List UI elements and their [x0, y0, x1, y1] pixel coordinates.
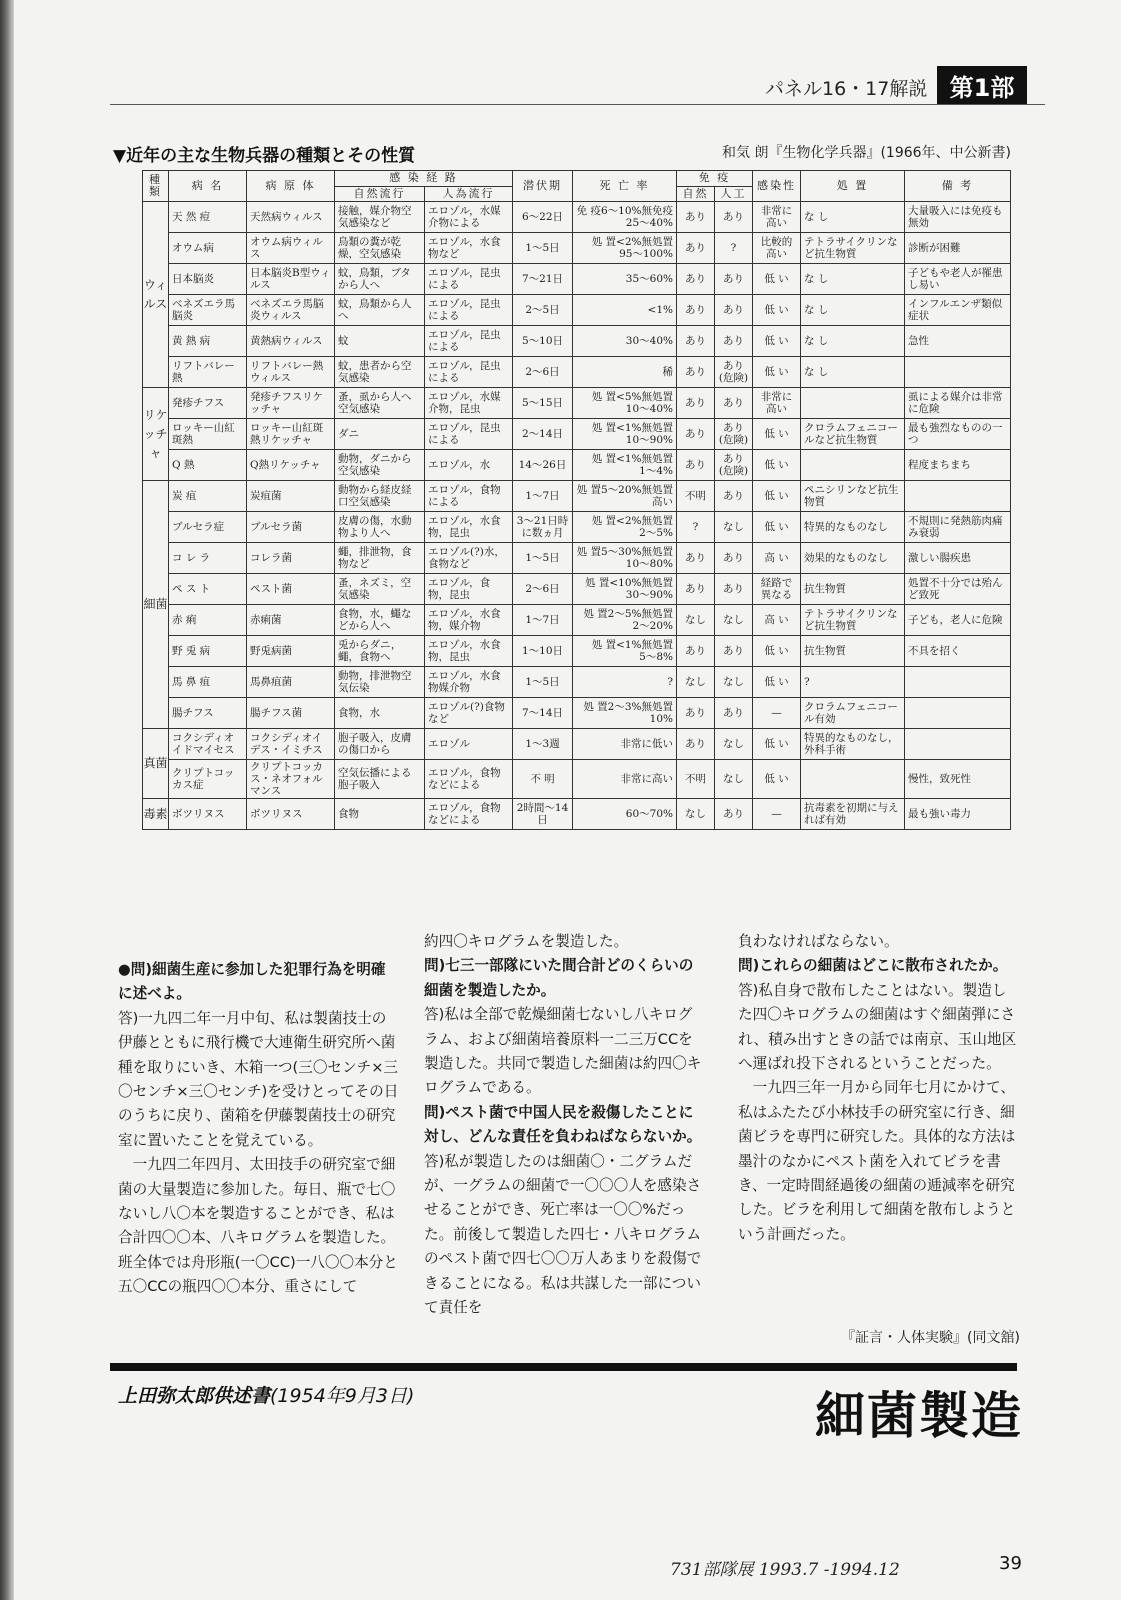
cell-treat	[801, 450, 905, 481]
cell-remark: 診断が困難	[905, 233, 1011, 264]
cell-remark: 最も強烈なものの一つ	[905, 419, 1011, 450]
cell-disease: ペ ス ト	[169, 574, 247, 605]
answer-paragraph: 約四〇キログラムを製造した。	[424, 933, 629, 950]
cell-imm_art: あり(危険)	[715, 450, 753, 481]
cell-artificial: エロゾル，水食物，媒介物	[425, 605, 513, 636]
article-column-3	[738, 930, 1020, 1247]
cell-mortality: <1%	[573, 295, 677, 326]
cell-infect: 非常に高い	[753, 388, 801, 419]
deposition-date: (1954年9月3日)	[270, 1385, 415, 1407]
cell-artificial: エロゾル	[425, 729, 513, 760]
cell-remark: 虱による媒介は非常に危険	[905, 388, 1011, 419]
cell-remark: 程度まちまち	[905, 450, 1011, 481]
cell-disease: ボツリヌス	[169, 799, 247, 830]
cell-pathogen: 野兎病菌	[247, 636, 335, 667]
bioweapon-table-container	[142, 170, 1010, 830]
cell-incubation: 2〜14日	[513, 419, 573, 450]
cell-imm_art: あり	[715, 574, 753, 605]
cell-pathogen: ペスト菌	[247, 574, 335, 605]
cell-natural: 蚤，虱から人へ空気感染	[335, 388, 425, 419]
cell-natural: 動物，ダニから空気感染	[335, 450, 425, 481]
part-badge: 第1部	[937, 66, 1027, 104]
cell-infect: 経路で異なる	[753, 574, 801, 605]
table-row	[143, 295, 1011, 326]
cell-remark: 不規則に発熱筋肉痛み衰弱	[905, 512, 1011, 543]
cell-imm_nat: あり	[677, 202, 715, 233]
cell-artificial: エロゾル，昆虫による	[425, 357, 513, 388]
exhibit-footer: 731部隊展 1993.7 -1994.12	[670, 1560, 900, 1580]
table-row	[143, 605, 1011, 636]
cell-imm_art: あり	[715, 799, 753, 830]
cell-imm_nat: 不明	[677, 760, 715, 799]
cell-pathogen: 黄熱病ウィルス	[247, 326, 335, 357]
cell-imm_nat: あり	[677, 419, 715, 450]
question-paragraph: ●問)細菌生産に参加した犯罪行為を明確に述べよ。	[118, 961, 386, 1003]
header-incubation: 潜伏期	[513, 171, 573, 202]
cell-natural: 蚊，患者から空気感染	[335, 357, 425, 388]
cell-mortality: 35〜60%	[573, 264, 677, 295]
cell-natural: 皮膚の傷，水動物より人へ	[335, 512, 425, 543]
table-row	[143, 636, 1011, 667]
header-disease: 病 名	[169, 171, 247, 202]
cell-imm_art: あり	[715, 202, 753, 233]
table-header-row	[143, 171, 1011, 187]
cell-infect: 低 い	[753, 512, 801, 543]
cell-pathogen: 日本脳炎B型ウィルス	[247, 264, 335, 295]
cell-imm_art: あり	[715, 326, 753, 357]
category-toxin: 毒素	[143, 799, 169, 830]
table-title: ▼近年の主な生物兵器の種類とその性質	[113, 146, 416, 166]
cell-artificial: エロゾル，食物による	[425, 481, 513, 512]
cell-mortality: 処 置5〜30%無処置10〜80%	[573, 543, 677, 574]
cell-natural: 食物，水，蠅などから人へ	[335, 605, 425, 636]
cell-mortality: 処 置<2%無処置2〜5%	[573, 512, 677, 543]
cell-incubation: 1〜5日	[513, 543, 573, 574]
cell-imm_art: ?	[715, 233, 753, 264]
cell-mortality: 30〜40%	[573, 326, 677, 357]
cell-infect: 低 い	[753, 729, 801, 760]
cell-imm_art: なし	[715, 760, 753, 799]
cell-infect: 低 い	[753, 636, 801, 667]
cell-treat: な し	[801, 326, 905, 357]
cell-remark: 最も強い毒力	[905, 799, 1011, 830]
cell-mortality: 処 置<1%無処置1〜4%	[573, 450, 677, 481]
cell-disease: コ レ ラ	[169, 543, 247, 574]
question-paragraph: 問)これらの細菌はどこに散布されたか。	[738, 957, 1008, 975]
cell-imm_art: あり	[715, 636, 753, 667]
cell-remark: 急性	[905, 326, 1011, 357]
cell-disease: ベネズエラ馬脳炎	[169, 295, 247, 326]
cell-disease: 発疹チフス	[169, 388, 247, 419]
cell-mortality: 処 置<10%無処置30〜90%	[573, 574, 677, 605]
cell-incubation: 2時間〜14日	[513, 799, 573, 830]
cell-disease: ブルセラ症	[169, 512, 247, 543]
cell-disease: リフトバレー熱	[169, 357, 247, 388]
cell-incubation: 1〜10日	[513, 636, 573, 667]
cell-incubation: 7〜21日	[513, 264, 573, 295]
answer-paragraph: 一九四二年四月、太田技手の研究室で細菌の大量製造に参加した。毎日、瓶で七〇ないし八〇本を製造することができ、私は合計四〇〇本、八キログラムを製造した。班全体では舟形瓶(一〇CC)一八〇〇本分と五〇CCの瓶四〇〇本分、重さにして	[118, 1156, 398, 1296]
table-row	[143, 799, 1011, 830]
cell-artificial: エロゾル，昆虫による	[425, 326, 513, 357]
cell-artificial: エロゾル，水食物媒介物	[425, 667, 513, 698]
cell-infect: 低 い	[753, 264, 801, 295]
cell-imm_nat: あり	[677, 636, 715, 667]
cell-pathogen: クリプトコッカス・ネオフォルマンス	[247, 760, 335, 799]
cell-infect: 非常に高い	[753, 202, 801, 233]
cell-incubation: 14〜26日	[513, 450, 573, 481]
header-treatment: 処 置	[801, 171, 905, 202]
answer-paragraph: 一九四三年一月から同年七月にかけて、私はふたたび小林技手の研究室に行き、細菌ビラを専門に研究した。具体的な方法は墨汁のなかにペスト菌を入れてビラを書き、一定時間経過後の細菌の逓減率を研究した。ビラを利用して細菌を散布しようという計画だった。	[738, 1079, 1016, 1243]
header-infectivity: 感染性	[753, 171, 801, 202]
cell-incubation: 5〜10日	[513, 326, 573, 357]
cell-incubation: 2〜6日	[513, 357, 573, 388]
category-rickettsia: リケッチャ	[143, 388, 169, 481]
cell-infect: 低 い	[753, 450, 801, 481]
cell-imm_nat: あり	[677, 543, 715, 574]
cell-natural: 鳥類の糞が乾燥，空気感染	[335, 233, 425, 264]
cell-pathogen: Q熱リケッチャ	[247, 450, 335, 481]
header-remarks: 備 考	[905, 171, 1011, 202]
page-number: 39	[999, 1553, 1022, 1574]
table-row	[143, 450, 1011, 481]
cell-incubation: 3〜21日時に数ヵ月	[513, 512, 573, 543]
cell-mortality: ?	[573, 667, 677, 698]
header-immunity: 免 疫	[677, 171, 753, 187]
cell-treat: な し	[801, 264, 905, 295]
cell-natural: 胞子吸入，皮膚の傷口から	[335, 729, 425, 760]
header-pathogen: 病 原 体	[247, 171, 335, 202]
cell-imm_art: あり	[715, 388, 753, 419]
cell-remark: 子どもや老人が罹患し易い	[905, 264, 1011, 295]
table-row	[143, 729, 1011, 760]
question-paragraph: 問)七三一部隊にいた間合計どのくらいの細菌を製造したか。	[424, 957, 694, 999]
cell-pathogen: 天然病ウィルス	[247, 202, 335, 233]
cell-natural: 蚊，鳥類，ブタから人へ	[335, 264, 425, 295]
cell-remark: 子ども，老人に危険	[905, 605, 1011, 636]
cell-imm_nat: なし	[677, 667, 715, 698]
cell-artificial: エロゾル，水媒介物による	[425, 202, 513, 233]
cell-natural: 兎からダニ，蠅，食物へ	[335, 636, 425, 667]
cell-pathogen: コレラ菌	[247, 543, 335, 574]
bioweapon-table	[142, 170, 1011, 830]
cell-infect: 低 い	[753, 667, 801, 698]
cell-disease: Q 熱	[169, 450, 247, 481]
table-row	[143, 326, 1011, 357]
cell-mortality: 処 置5〜20%無処置 高い	[573, 481, 677, 512]
cell-remark: 処置不十分では殆んど致死	[905, 574, 1011, 605]
cell-disease: 野 兎 病	[169, 636, 247, 667]
cell-mortality: 処 置<1%無処置10〜90%	[573, 419, 677, 450]
answer-paragraph: 答)私が製造したのは細菌〇・二グラムだが、一グラムの細菌で一〇〇〇人を感染させることができ、死亡率は一〇〇%だった。前後して製造した四七・八キログラムのペスト菌で四七〇〇万人あまりを殺傷できることになる。私は共謀した一部について責任を	[424, 1152, 702, 1317]
answer-paragraph: 答)私は全部で乾燥細菌七ないし八キログラム、および細菌培養原料一二三万CCを製造した。共同で製造した細菌は約四〇キログラムである。	[424, 1006, 702, 1097]
cell-infect: 低 い	[753, 419, 801, 450]
cell-pathogen: 赤痢菌	[247, 605, 335, 636]
cell-incubation: 1〜7日	[513, 605, 573, 636]
cell-imm_nat: あり	[677, 729, 715, 760]
cell-imm_art: なし	[715, 512, 753, 543]
cell-treat: 特異的なものなし，外科手術	[801, 729, 905, 760]
cell-treat: な し	[801, 295, 905, 326]
cell-imm_nat: あり	[677, 326, 715, 357]
cell-disease: ロッキー山紅斑熱	[169, 419, 247, 450]
panel-label: パネル16・17解説	[765, 78, 928, 100]
cell-imm_nat: あり	[677, 295, 715, 326]
cell-treat: な し	[801, 357, 905, 388]
table-row	[143, 512, 1011, 543]
cell-treat: 効果的なものなし	[801, 543, 905, 574]
cell-imm_nat: なし	[677, 605, 715, 636]
cell-mortality: 処 置<5%無処置10〜40%	[573, 388, 677, 419]
cell-natural: 動物から経皮経口空気感染	[335, 481, 425, 512]
cell-infect: 低 い	[753, 481, 801, 512]
cell-disease: 腸チフス	[169, 698, 247, 729]
table-row	[143, 574, 1011, 605]
cell-imm_art: なし	[715, 605, 753, 636]
cell-remark	[905, 698, 1011, 729]
question-paragraph: 問)ペスト菌で中国人民を殺傷したことに対し、どんな責任を負わねばならないか。	[424, 1103, 702, 1146]
cell-pathogen: 発疹チフスリケッチャ	[247, 388, 335, 419]
cell-treat: 特異的なものなし	[801, 512, 905, 543]
cell-natural: 蚤，ネズミ，空気感染	[335, 574, 425, 605]
header-route-natural: 自然流行	[335, 186, 425, 202]
cell-artificial: エロゾル(?)食物など	[425, 698, 513, 729]
cell-pathogen: コクシディオイデス・イミチス	[247, 729, 335, 760]
cell-imm_nat: ?	[677, 512, 715, 543]
cell-imm_art: あり	[715, 481, 753, 512]
table-row	[143, 233, 1011, 264]
cell-infect: 高 い	[753, 605, 801, 636]
cell-pathogen: 炭疽菌	[247, 481, 335, 512]
table-row	[143, 388, 1011, 419]
cell-mortality: 処 置<1%無処置5〜8%	[573, 636, 677, 667]
cell-pathogen: ロッキー山紅斑熱リケッチャ	[247, 419, 335, 450]
cell-imm_nat: なし	[677, 799, 715, 830]
cell-pathogen: 腸チフス菌	[247, 698, 335, 729]
section-big-title: 細菌製造	[815, 1387, 1023, 1445]
cell-pathogen: ベネズエラ馬脳炎ウィルス	[247, 295, 335, 326]
cell-remark	[905, 667, 1011, 698]
cell-incubation: 2〜5日	[513, 295, 573, 326]
cell-treat: 抗生物質	[801, 574, 905, 605]
table-row	[143, 698, 1011, 729]
cell-infect: 比較的高い	[753, 233, 801, 264]
table-row	[143, 264, 1011, 295]
cell-imm_nat: あり	[677, 574, 715, 605]
cell-incubation: 不 明	[513, 760, 573, 799]
cell-incubation: 1〜5日	[513, 667, 573, 698]
cell-imm_nat: あり	[677, 264, 715, 295]
cell-imm_art: あり	[715, 543, 753, 574]
table-row	[143, 202, 1011, 233]
cell-imm_art: なし	[715, 667, 753, 698]
category-fungi: 真菌	[143, 729, 169, 799]
deposition-name: 上田弥太郎供述書	[118, 1385, 271, 1407]
answer-paragraph: 答)一九四二年一月中旬、私は製菌技士の伊藤とともに飛行機で大連衛生研究所へ菌種を取りにいき、木箱一つ(三〇センチ×三〇センチ×三〇センチ)を受けとってその日のうちに戻り、菌箱を伊藤製菌技士の研究室に置いたことを覚えている。	[118, 1009, 399, 1149]
cell-mortality: 免 疫6〜10%無免疫25〜40%	[573, 202, 677, 233]
cell-natural: 食物	[335, 799, 425, 830]
cell-infect: 低 い	[753, 357, 801, 388]
article-column-1	[118, 958, 400, 1300]
cell-artificial: エロゾル，水食物，昆虫	[425, 636, 513, 667]
cell-treat: クロラムフェニコール有効	[801, 698, 905, 729]
cell-remark	[905, 357, 1011, 388]
cell-pathogen: オウム病ウィルス	[247, 233, 335, 264]
table-body	[143, 202, 1011, 830]
answer-paragraph: 負わなければならない。	[738, 933, 899, 950]
header-category: 種類	[143, 171, 169, 202]
cell-mortality: 60〜70%	[573, 799, 677, 830]
cell-remark: 大量吸入には免疫も無効	[905, 202, 1011, 233]
cell-disease: 天 然 痘	[169, 202, 247, 233]
cell-incubation: 5〜15日	[513, 388, 573, 419]
cell-disease: 赤 痢	[169, 605, 247, 636]
table-row	[143, 543, 1011, 574]
cell-remark: 慢性，致死性	[905, 760, 1011, 799]
cell-mortality: 処 置2〜3%無処置10%	[573, 698, 677, 729]
cell-treat: クロラムフェニコールなど抗生物質	[801, 419, 905, 450]
cell-treat: 抗毒素を初期に与えれば有効	[801, 799, 905, 830]
cell-pathogen: 馬鼻疽菌	[247, 667, 335, 698]
article-citation: 『証言・人体実験』(同文舘)	[841, 1330, 1020, 1346]
table-row	[143, 481, 1011, 512]
cell-artificial: エロゾル，食物などによる	[425, 760, 513, 799]
cell-imm_nat: あり	[677, 233, 715, 264]
cell-mortality: 処 置<2%無処置95〜100%	[573, 233, 677, 264]
cell-artificial: エロゾル，水食物など	[425, 233, 513, 264]
cell-mortality: 非常に高い	[573, 760, 677, 799]
cell-natural: 食物，水	[335, 698, 425, 729]
cell-mortality: 稀	[573, 357, 677, 388]
cell-imm_nat: あり	[677, 388, 715, 419]
cell-remark: 激しい腸疾患	[905, 543, 1011, 574]
cell-disease: 馬 鼻 疽	[169, 667, 247, 698]
cell-treat	[801, 760, 905, 799]
page-binding-edge	[0, 0, 14, 1600]
cell-incubation: 7〜14日	[513, 698, 573, 729]
section-bar	[110, 1363, 1017, 1371]
cell-treat: テトラサイクリンなど抗生物質	[801, 605, 905, 636]
cell-treat: テトラサイクリンなど抗生物質	[801, 233, 905, 264]
cell-treat	[801, 388, 905, 419]
table-row	[143, 760, 1011, 799]
cell-treat: ペニシリンなど抗生物質	[801, 481, 905, 512]
cell-imm_nat: あり	[677, 450, 715, 481]
cell-infect: 低 い	[753, 760, 801, 799]
cell-natural: 蚊，鳥類から人へ	[335, 295, 425, 326]
cell-artificial: エロゾル，食物，昆虫	[425, 574, 513, 605]
cell-remark	[905, 481, 1011, 512]
table-row	[143, 667, 1011, 698]
header-route: 感 染 経 路	[335, 171, 513, 187]
header-mortality: 死 亡 率	[573, 171, 677, 202]
article-column-2	[424, 930, 706, 1321]
cell-natural: 蚊	[335, 326, 425, 357]
cell-mortality: 非常に低い	[573, 729, 677, 760]
cell-imm_art: あり(危険)	[715, 357, 753, 388]
cell-treat: 抗生物質	[801, 636, 905, 667]
cell-treat: な し	[801, 202, 905, 233]
cell-artificial: エロゾル，食物などによる	[425, 799, 513, 830]
cell-mortality: 処 置2〜5%無処置2〜20%	[573, 605, 677, 636]
category-bacteria: 細菌	[143, 481, 169, 729]
cell-infect: 高 い	[753, 543, 801, 574]
cell-incubation: 2〜6日	[513, 574, 573, 605]
cell-imm_art: あり	[715, 698, 753, 729]
table-row	[143, 357, 1011, 388]
cell-artificial: エロゾル，昆虫による	[425, 419, 513, 450]
cell-imm_art: あり(危険)	[715, 419, 753, 450]
cell-artificial: エロゾル，昆虫による	[425, 264, 513, 295]
answer-paragraph: 答)私自身で散布したことはない。製造した四〇キログラムの細菌はすぐ細菌弾にされ、積み出すときの話では南京、玉山地区へ運ばれ投下されるということだった。	[738, 981, 1017, 1073]
cell-disease: クリプトコッカス症	[169, 760, 247, 799]
cell-artificial: エロゾル，昆虫による	[425, 295, 513, 326]
cell-infect: —	[753, 799, 801, 830]
cell-artificial: エロゾル，水	[425, 450, 513, 481]
cell-imm_art: あり	[715, 295, 753, 326]
cell-imm_nat: あり	[677, 357, 715, 388]
header-route-artificial: 人為流行	[425, 186, 513, 202]
cell-remark	[905, 729, 1011, 760]
cell-disease: 黄 熱 病	[169, 326, 247, 357]
cell-artificial: エロゾル，水食物，昆虫	[425, 512, 513, 543]
cell-incubation: 1〜7日	[513, 481, 573, 512]
cell-infect: 低 い	[753, 295, 801, 326]
cell-incubation: 1〜5日	[513, 233, 573, 264]
cell-disease: 日本脳炎	[169, 264, 247, 295]
cell-imm_art: あり	[715, 264, 753, 295]
cell-pathogen: リフトバレー熱ウィルス	[247, 357, 335, 388]
cell-infect: —	[753, 698, 801, 729]
cell-natural: 蠅，排泄物，食物など	[335, 543, 425, 574]
cell-pathogen: ブルセラ菌	[247, 512, 335, 543]
cell-imm_nat: 不明	[677, 481, 715, 512]
cell-disease: オウム病	[169, 233, 247, 264]
cell-disease: コクシディオイドマイセス	[169, 729, 247, 760]
cell-remark: インフルエンザ類似症状	[905, 295, 1011, 326]
cell-disease: 炭 疽	[169, 481, 247, 512]
cell-incubation: 1〜3週	[513, 729, 573, 760]
cell-remark: 不具を招く	[905, 636, 1011, 667]
category-virus: ウィルス	[143, 202, 169, 388]
cell-incubation: 6〜22日	[513, 202, 573, 233]
cell-artificial: エロゾル(?)水，食物など	[425, 543, 513, 574]
cell-treat: ?	[801, 667, 905, 698]
deposition-title	[118, 1381, 414, 1408]
header-rule	[110, 104, 1045, 105]
cell-imm_nat: あり	[677, 698, 715, 729]
table-source: 和気 朗『生物化学兵器』(1966年、中公新書)	[722, 145, 1012, 161]
cell-infect: 低 い	[753, 326, 801, 357]
cell-natural: 空気伝播による胞子吸入	[335, 760, 425, 799]
header-immunity-artificial: 人工	[715, 186, 753, 202]
cell-natural: ダニ	[335, 419, 425, 450]
cell-artificial: エロゾル，水媒介物，昆虫	[425, 388, 513, 419]
cell-pathogen: ボツリヌス	[247, 799, 335, 830]
cell-imm_art: なし	[715, 729, 753, 760]
header-immunity-natural: 自然	[677, 186, 715, 202]
cell-natural: 接触，媒介物空気感染など	[335, 202, 425, 233]
table-row	[143, 419, 1011, 450]
cell-natural: 動物，排泄物空気伝染	[335, 667, 425, 698]
